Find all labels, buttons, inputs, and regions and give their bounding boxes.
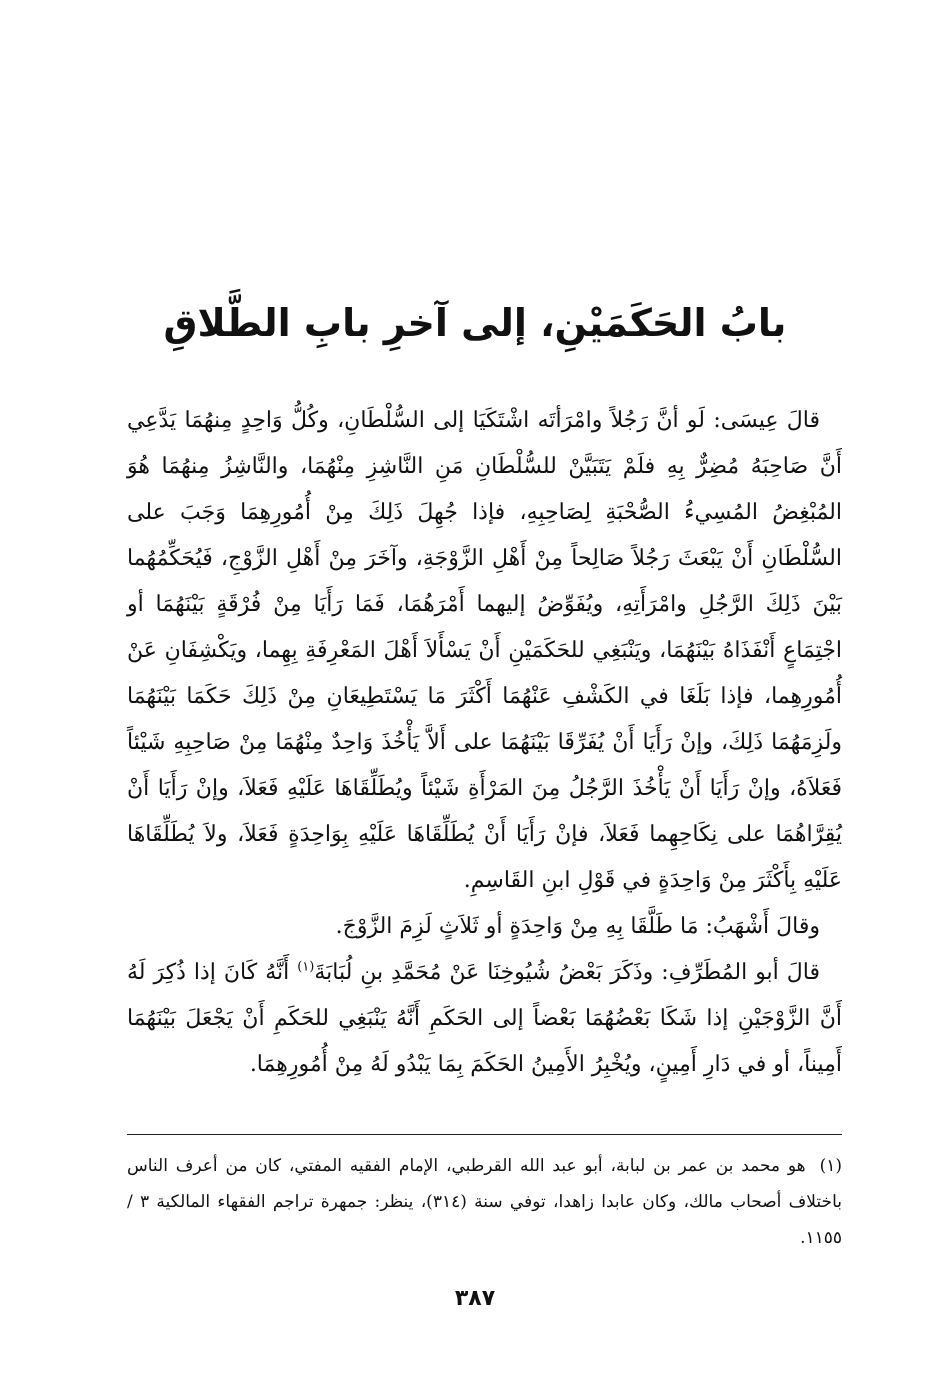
paragraph-isa: قالَ عِيسَى: لَو أنَّ رَجُلاً وامْرَأتَه اشْتَكَيَا إلى السُّلْطَانِ، وكُلُّ وَاحِدٍ مِنهُمَا يَدَّعِي أَنَّ صَاحِبَهُ مُضِرٌّ بِهِ فلَمْ يَتَبَيَّنْ للسُّلْطَانِ مَنِ النَّاشِزِ مِنْهُمَا، والنَّاشِزُ مِنهُمَا هُوَ المُبْغِضُ المُسِيءُ الصُّحْبَةِ لِصَاحِبِهِ، فإذا جُهِلَ ذَلِكَ مِنْ أُمُورِهِمَا وَجَبَ على السُّلْطَانِ أَنْ يَبْعَثَ رَجُلاً صَالِحاً مِنْ أَهْلِ الزَّوْجَةِ، وآخَرَ مِنْ أَهْلِ الزَّوْجِ، فَيُحَكِّمُهُما بَيْنَ ذَلِكَ الرَّجُلِ وامْرَأَتِهِ، ويُفَوِّضُ إليهما أَمْرَهُمَا، فَمَا رَأَيَا مِنْ فُرْقَةٍ بَيْنَهُمَا أو اجْتِمَاعٍ أَنْفَذَاهُ بَيْنَهُمَا، ويَنْبَغِي للحَكَمَيْنِ أَنْ يَسْأَلاَ أَهْلَ المَعْرِفَةِ بِهِما، ويَكْشِفَانِ عَنْ أُمُورِهِما، فإذا بَلَغَا في الكَشْفِ عَنْهُمَا أَكْثَرَ مَا يَسْتَطِيعَانِ مِنْ ذَلِكَ حَكَمَا بَيْنَهُمَا ولَزِمَهُمَا ذَلِكَ، وإنْ رَأَيَا أَنْ يُفَرِّقَا بَيْنَهُمَا على أَلاَّ يَأْخُذَ وَاحِدٌ مِنْهُمَا مِنْ صَاحِبِهِ شَيْئاً فَعَلاَهُ، وإنْ رَأَيَا أَنْ يَأْخُذَ الرَّجُلُ مِنَ المَرْأَةِ شَيْئاً ويُطَلِّقَاهَا عَلَيْهِ فَعَلاَ، وإنْ رَأَيَا أَنْ يُقِرَّاهُمَا على نِكَاحِهِما فَعَلاَ، فإنْ رَأَيَا أَنْ يُطَلِّقَاهَا عَلَيْهِ بِوَاحِدَةٍ فَعَلاَ، ولاَ يُطَلِّقَاهَا عَلَيْهِ بِأَكْثَرَ مِنْ وَاحِدَةٍ في قَوْلِ ابنِ القَاسِمِ. (127, 408, 842, 893)
paragraph-ashhab: وقالَ أَشْهَبُ: مَا طَلَّقَا بِهِ مِنْ وَاحِدَةٍ أو ثَلاَثٍ لَزِمَ الزَّوْجَ. (335, 914, 820, 939)
footnote-divider (127, 1134, 842, 1135)
footnote-marker[interactable]: (١) (297, 959, 315, 975)
main-text (127, 398, 842, 1088)
paragraph-abu-al-mutarrif (127, 950, 842, 1088)
footnote-number: (١) (819, 1156, 842, 1176)
footnote (127, 1148, 842, 1256)
paragraph-text-after-footnote: أَنَّهُ كَانَ إذا ذُكِرَ لَهُ أَنَّ الزَّوْجَيْنِ إذا شَكَا بَعْضُهُمَا بَعْضاً إلى الحَكَمِ أَنَّهُ يَنْبَغِي للحَكَمِ أَنْ يَجْعَلَ بَيْنَهُمَا أَمِيناً، أو في دَارِ أَمِينٍ، ويُخْبِرُ الأَمِينُ الحَكَمَ بِمَا يَبْدُو لَهُ مِنْ أُمُورِهِمَا. (127, 960, 842, 1077)
chapter-title: بابُ الحَكَمَيْنِ، إلى آخرِ بابِ الطَّلاقِ (163, 301, 787, 345)
page-number: ٣٨٧ (454, 1286, 496, 1311)
footnote-text: هو محمد بن عمر بن لبابة، أبو عبد الله القرطبي، الإمام الفقيه المفتي، كان من أعرف الناس باختلاف أصحاب مالك، وكان عابدا زاهدا، توفي سنة (٣١٤)، ينظر: جمهرة تراجم الفقهاء المالكية ٣ / ١١٥٥. (127, 1156, 842, 1248)
paragraph-text-before-footnote: قالَ أبو المُطَرِّفِ: وذَكَرَ بَعْضُ شُيُوخِنَا عَنْ مُحَمَّدِ بنِ لُبَابَةَ (314, 960, 820, 985)
